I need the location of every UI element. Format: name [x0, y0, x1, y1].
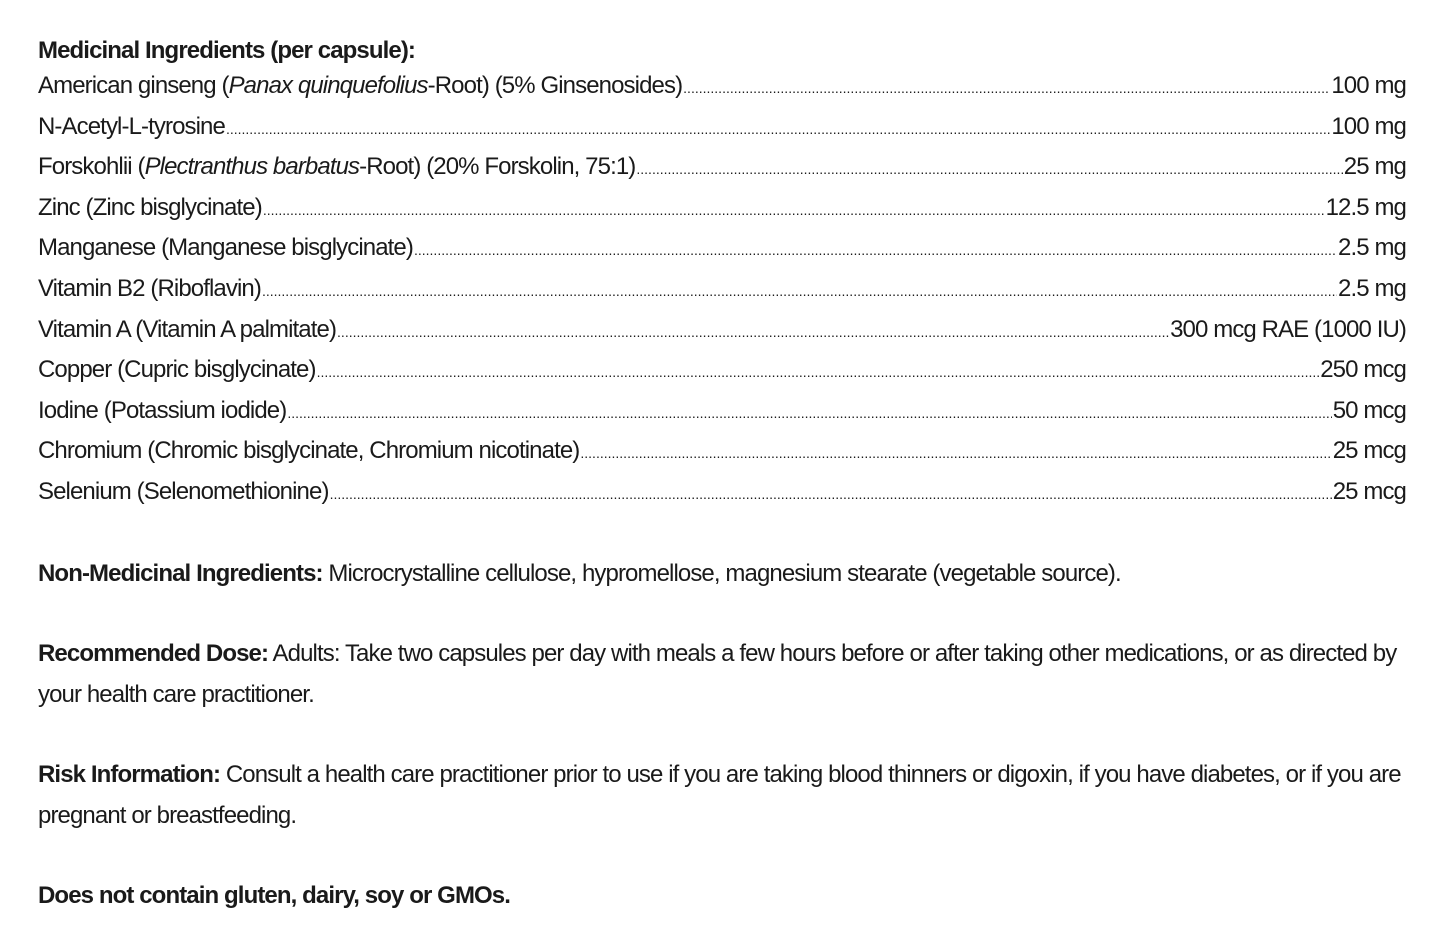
ingredient-name: Zinc (Zinc bisglycinate): [38, 193, 262, 221]
ingredient-row: [38, 310, 1406, 351]
ingredient-amount: 250 mcg: [1320, 356, 1406, 384]
ingredient-row: [38, 350, 1406, 391]
ingredient-row: [38, 391, 1406, 432]
ingredient-name: Manganese (Manganese bisglycinate): [38, 234, 413, 262]
ingredient-row: [38, 66, 1406, 107]
ingredient-amount: 100 mg: [1331, 112, 1406, 140]
ingredient-row: [38, 472, 1406, 513]
dot-leader: [414, 230, 1337, 271]
dot-leader: [337, 312, 1169, 353]
ingredient-row: [38, 269, 1406, 310]
dot-leader: [580, 433, 1331, 474]
risk-information: [38, 755, 1406, 836]
ingredient-row: [38, 228, 1406, 269]
ingredient-name: Forskohlii (Plectranthus barbatus-Root) (20% Forskolin, 75:1): [38, 153, 636, 181]
ingredient-amount: 100 mg: [1331, 72, 1406, 99]
dot-leader: [263, 190, 1325, 231]
ingredient-amount: 25 mcg: [1332, 477, 1406, 505]
dot-leader: [636, 149, 1342, 190]
free-from-statement: Does not contain gluten, dairy, soy or GMOs.: [38, 882, 511, 910]
ingredient-name: Chromium (Chromic bisglycinate, Chromium nicotinate): [38, 437, 580, 465]
risk-information-label: Risk Information:: [38, 761, 221, 789]
ingredient-amount: 2.5 mg: [1338, 234, 1406, 262]
dot-leader: [287, 393, 1331, 434]
supplement-label: [38, 28, 1406, 917]
ingredient-amount: 25 mg: [1343, 153, 1406, 181]
dot-leader: [330, 474, 1332, 515]
ingredient-row: [38, 188, 1406, 229]
non-medicinal-text: Microcrystalline cellulose, hypromellose, magnesium stearate (vegetable source).: [322, 559, 1121, 587]
dot-leader: [262, 271, 1337, 312]
ingredient-amount: 50 mcg: [1332, 396, 1406, 424]
recommended-dose-label: Recommended Dose:: [38, 640, 269, 668]
dot-leader: [317, 352, 1320, 393]
medicinal-ingredients-heading: Medicinal Ingredients (per capsule):: [38, 37, 416, 64]
risk-information-text: Consult a health care practitioner prior to use if you are taking blood thinners or digoxin, if you have diabetes, or if you are pregnant or breastfeeding.: [38, 761, 1401, 829]
ingredient-name: Vitamin A (Vitamin A palmitate): [38, 315, 337, 343]
ingredient-name: Selenium (Selenomethionine): [38, 477, 329, 505]
ingredient-amount: 2.5 mg: [1338, 274, 1406, 302]
ingredient-list: [38, 66, 1406, 513]
ingredient-row: [38, 107, 1406, 148]
non-medicinal-ingredients: [38, 554, 1406, 595]
dot-leader: [226, 109, 1330, 150]
ingredient-name: American ginseng (Panax quinquefolius-Root) (5% Ginsenosides): [38, 72, 683, 99]
ingredient-amount: 12.5 mg: [1325, 193, 1406, 221]
ingredient-name: Vitamin B2 (Riboflavin): [38, 274, 261, 302]
ingredient-amount: 300 mcg RAE (1000 IU): [1170, 315, 1406, 343]
ingredient-amount: 25 mcg: [1332, 437, 1406, 465]
ingredient-row: [38, 147, 1406, 188]
ingredient-name: Iodine (Potassium iodide): [38, 396, 287, 424]
recommended-dose: [38, 634, 1406, 715]
non-medicinal-label: Non-Medicinal Ingredients:: [38, 559, 323, 587]
ingredient-name: Copper (Cupric bisglycinate): [38, 356, 316, 384]
dot-leader: [683, 68, 1330, 109]
recommended-dose-text: Adults: Take two capsules per day with meals a few hours before or after taking other medications, or as directed by your health care practitioner.: [38, 640, 1397, 708]
ingredient-row: [38, 431, 1406, 472]
ingredient-name: N-Acetyl-L-tyrosine: [38, 112, 225, 140]
